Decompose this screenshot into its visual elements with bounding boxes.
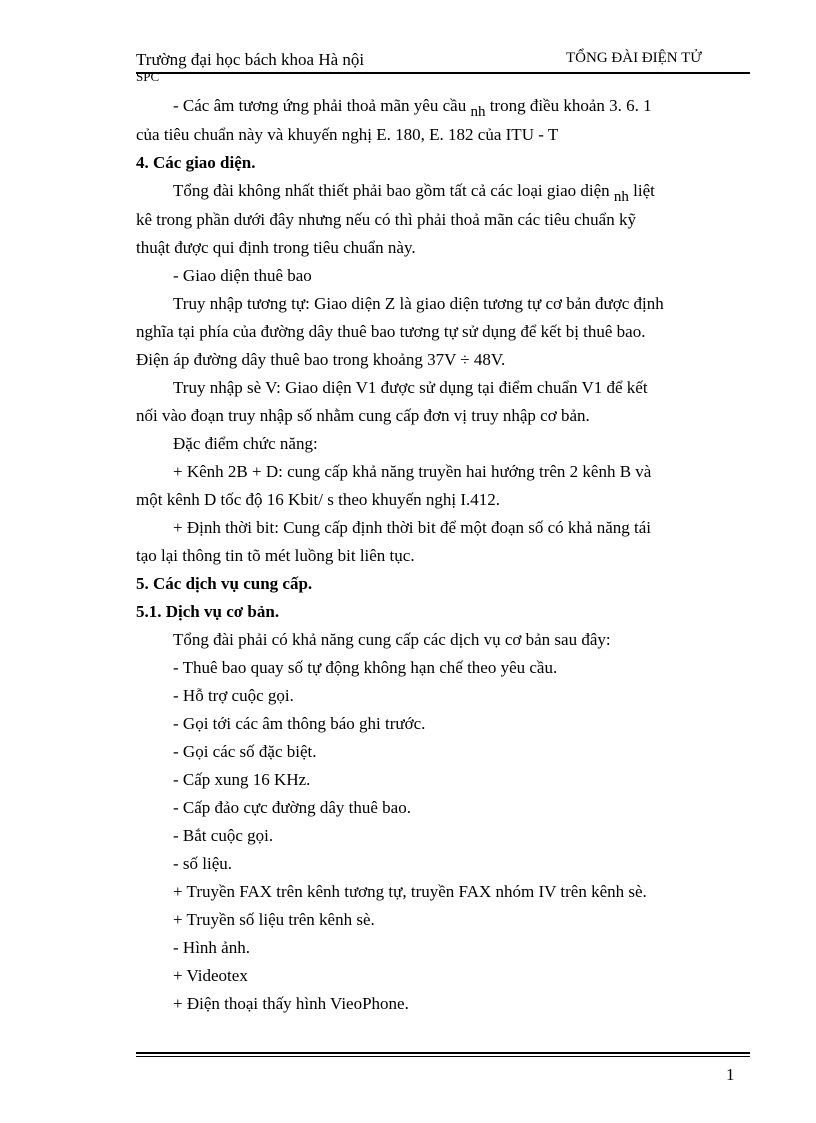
paragraph-line: của tiêu chuẩn này và khuyến nghị E. 180, E. 182 của ITU - T bbox=[136, 125, 559, 144]
list-item: - Gọi tới các âm thông báo ghi trước. bbox=[173, 714, 426, 733]
paragraph-line: tạo lại thông tin tõ mét luồng bit liên tục. bbox=[136, 546, 415, 565]
section-heading: 5. Các dịch vụ cung cấp. bbox=[136, 574, 313, 593]
list-item: - Cấp xung 16 KHz. bbox=[173, 770, 311, 789]
subscript: nh bbox=[613, 189, 629, 205]
list-item: + Truyền số liệu trên kênh sè. bbox=[173, 910, 375, 929]
footer-rule bbox=[136, 1052, 750, 1054]
text: - Các âm tương ứng phải thoả mãn yêu cầu bbox=[173, 96, 471, 115]
list-item: + Videotex bbox=[173, 966, 248, 985]
paragraph-line: Truy nhập sè V: Giao diện V1 được sử dụng tại điểm chuẩn V1 để kết bbox=[173, 378, 648, 397]
list-item: - Bắt cuộc gọi. bbox=[173, 826, 274, 845]
header-school: Trường đại học bách khoa Hà nội bbox=[136, 50, 365, 69]
paragraph-line: một kênh D tốc độ 16 Kbit/ s theo khuyến nghị I.412. bbox=[136, 490, 501, 509]
list-item: - số liệu. bbox=[173, 854, 233, 873]
list-item: - Gọi các số đặc biệt. bbox=[173, 742, 317, 761]
list-item: - Thuê bao quay số tự động không hạn chế theo yêu cầu. bbox=[173, 658, 558, 677]
document-body bbox=[136, 92, 751, 1018]
list-item: - Hỗ trợ cuộc gọi. bbox=[173, 686, 294, 705]
section-heading: 4. Các giao diện. bbox=[136, 153, 256, 172]
list-item: - Cấp đảo cực đường dây thuê bao. bbox=[173, 798, 411, 817]
header-rule bbox=[136, 72, 750, 74]
text: trong điều khoản 3. 6. 1 bbox=[485, 96, 652, 115]
text: liệt bbox=[628, 181, 655, 200]
list-item: - Hình ảnh. bbox=[173, 938, 250, 957]
paragraph-line: Điện áp đường dây thuê bao trong khoảng 37V ÷ 48V. bbox=[136, 350, 506, 369]
paragraph-line: Tổng đài phải có khả năng cung cấp các dịch vụ cơ bản sau đây: bbox=[173, 630, 611, 649]
paragraph-line: nối vào đoạn truy nhập số nhằm cung cấp đơn vị truy nhập cơ bản. bbox=[136, 406, 590, 425]
paragraph-line: Truy nhập tương tự: Giao diện Z là giao diện tương tự cơ bản được định bbox=[173, 294, 664, 313]
paragraph-line: nghĩa tại phía của đường dây thuê bao tương tự sử dụng để kết bị thuê bao. bbox=[136, 322, 646, 341]
paragraph-line bbox=[136, 92, 751, 121]
paragraph-line: Đặc điểm chức năng: bbox=[173, 434, 318, 453]
text: Tổng đài không nhất thiết phải bao gồm tất cả các loại giao diện bbox=[173, 181, 614, 200]
paragraph-line: - Giao diện thuê bao bbox=[173, 266, 312, 285]
footer-rule-thin bbox=[136, 1056, 750, 1057]
paragraph-line: + Định thời bit: Cung cấp định thời bit để một đoạn số có khả năng tái bbox=[173, 518, 652, 537]
page-number: 1 bbox=[726, 1065, 735, 1084]
paragraph-line: + Kênh 2B + D: cung cấp khả năng truyền hai hướng trên 2 kênh B và bbox=[173, 462, 652, 481]
subscript: nh bbox=[470, 104, 486, 120]
paragraph-line: thuật được qui định trong tiêu chuẩn này. bbox=[136, 238, 416, 257]
header-title: TỔNG ĐÀI ĐIỆN TỬ bbox=[566, 50, 702, 66]
paragraph-line: kê trong phần dưới đây nhưng nếu có thì phải thoả mãn các tiêu chuẩn kỹ bbox=[136, 210, 636, 229]
list-item: + Điện thoại thấy hình VieoPhone. bbox=[173, 994, 409, 1013]
header-spc: SPC bbox=[136, 69, 160, 84]
subsection-heading: 5.1. Dịch vụ cơ bản. bbox=[136, 602, 280, 621]
paragraph-line bbox=[136, 177, 751, 206]
list-item: + Truyền FAX trên kênh tương tự, truyền FAX nhóm IV trên kênh sè. bbox=[173, 882, 647, 901]
